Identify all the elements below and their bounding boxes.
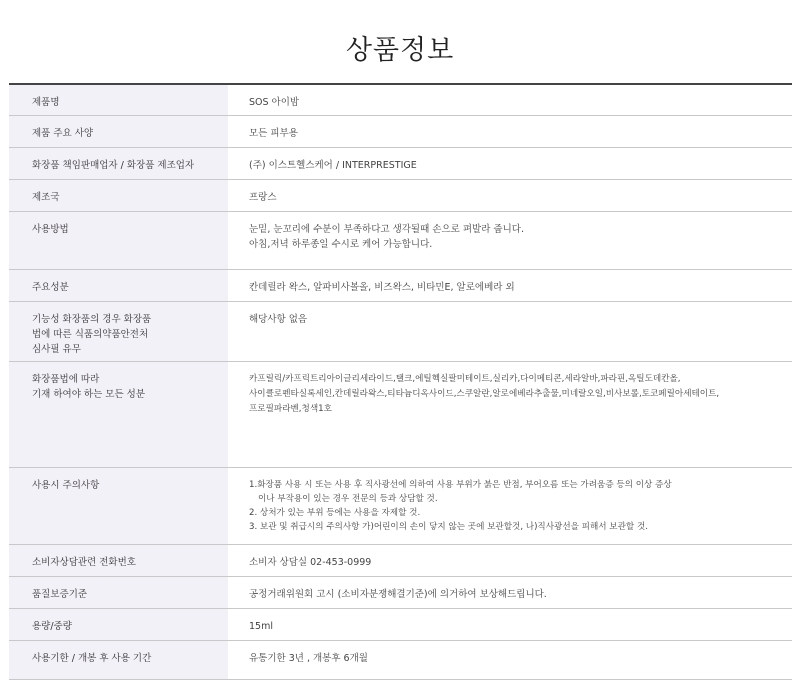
row-label: 품질보증기준 bbox=[9, 576, 228, 608]
row-label: 제조국 bbox=[9, 179, 228, 211]
row-value: 해당사항 없음 bbox=[249, 313, 308, 325]
row-label: 사용기한 / 개봉 후 사용 기간 bbox=[9, 640, 228, 679]
row-label: 용량/중량 bbox=[9, 608, 228, 640]
row-value: 프랑스 bbox=[249, 191, 277, 203]
row-label: 주요성분 bbox=[9, 269, 228, 301]
info-row-maker bbox=[9, 147, 792, 179]
row-label: 화장품 책임판매업자 / 화장품 제조업자 bbox=[9, 147, 228, 179]
row-label: 사용방법 bbox=[9, 211, 228, 269]
row-value: 모든 피부용 bbox=[249, 127, 298, 139]
row-label: 제품명 bbox=[9, 84, 228, 115]
row-value: 소비자 상담실 02-453-0999 bbox=[249, 556, 372, 568]
info-row-contact bbox=[9, 544, 792, 576]
info-row-caution bbox=[9, 467, 792, 544]
info-row-warranty bbox=[9, 576, 792, 608]
row-value: SOS 아이밤 bbox=[249, 97, 300, 108]
row-value: 카프릴릭/카프릭트리아이글리세라이드,탤크,에틸헥실팔미테이트,실리카,다이메티콘,세라알바,파라핀,옥틸도데칸올, 사이클로펜타실록세인,칸데릴라왁스,티타늄디옥사이드,스쿠알란,알로에베라추출물,미네랄오일,비사보롤,토코페릴아세테이트, 프로필파라벤,청색1호 bbox=[249, 373, 720, 414]
row-value: 1.화장품 사용 시 또는 사용 후 직사광선에 의하여 사용 부위가 붉은 반점, 부어오름 또는 가려움증 등의 이상 증상 이나 부작용이 있는 경우 전문의 등과 상담할 것. 2. 상처가 있는 부위 등에는 사용을 자제할 것. 3. 보관 및 취급시의 주의사항 가)어린이의 손이 닿지 않는 곳에 보관할것, 나)직사광선을 피해서 보관할 것. bbox=[249, 479, 672, 532]
info-row-skin-type bbox=[9, 115, 792, 147]
info-row-expiry bbox=[9, 640, 792, 679]
row-value: 15ml bbox=[249, 620, 273, 632]
product-info-table bbox=[9, 83, 792, 680]
row-label: 소비자상담관련 전화번호 bbox=[9, 544, 228, 576]
info-row-ingredients bbox=[9, 269, 792, 301]
row-value: 칸데릴라 왁스, 알파비사볼올, 비즈왁스, 비타민E, 알로에베라 외 bbox=[249, 281, 515, 293]
row-label: 사용시 주의사항 bbox=[9, 467, 228, 544]
info-row-volume bbox=[9, 608, 792, 640]
page-title: 상품정보 bbox=[345, 35, 455, 66]
info-row-origin bbox=[9, 179, 792, 211]
info-row-functional bbox=[9, 301, 792, 361]
info-row-all-ingredients bbox=[9, 361, 792, 467]
row-label: 화장품법에 따라 기재 하여야 하는 모든 성분 bbox=[9, 361, 228, 467]
row-value: 유통기한 3년 , 개봉후 6개월 bbox=[249, 652, 368, 664]
row-label: 기능성 화장품의 경우 화장품 법에 따른 식품의약품안전처 심사필 유무 bbox=[9, 301, 228, 361]
info-row-usage bbox=[9, 211, 792, 269]
info-row-name bbox=[9, 84, 792, 115]
row-value: 눈밑, 눈꼬리에 수분이 부족하다고 생각될때 손으로 펴발라 줍니다. 아침,저녁 하루종일 수시로 케어 가능합니다. bbox=[249, 223, 524, 250]
row-value: (주) 이스트헬스케어 / INTERPRESTIGE bbox=[249, 159, 417, 171]
row-value: 공정거래위원회 고시 (소비자분쟁해결기준)에 의거하여 보상해드립니다. bbox=[249, 588, 547, 600]
row-label: 제품 주요 사양 bbox=[9, 115, 228, 147]
